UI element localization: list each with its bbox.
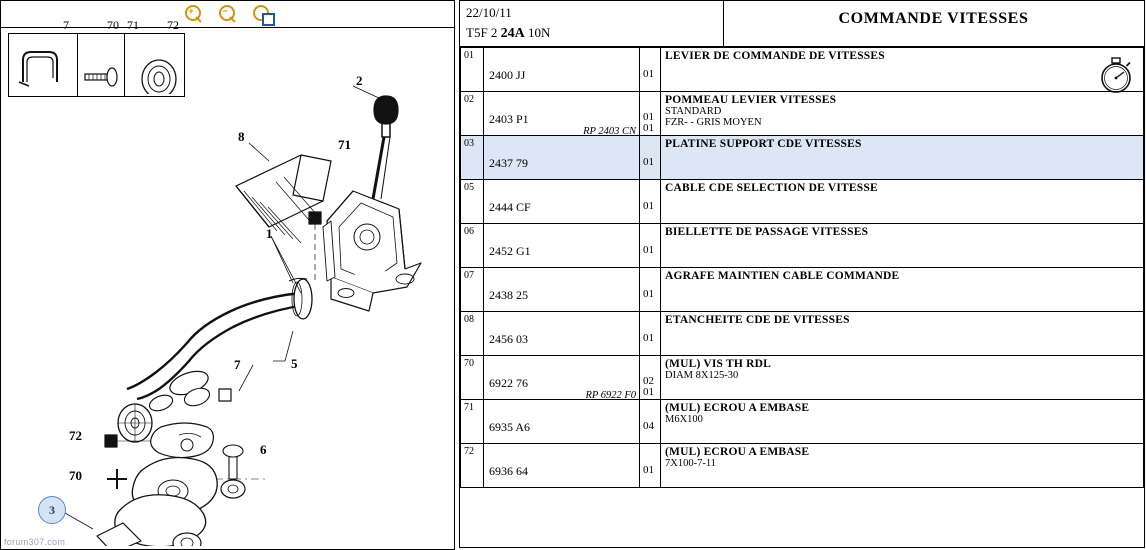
row-reference: 6935 A6 [489,420,531,434]
row-reference: 2456 03 [489,332,528,346]
row-title: (MUL) VIS TH RDL [665,358,771,370]
row-reference: 2444 CF [489,200,531,214]
legend-number-72: 72 [167,18,179,32]
row-title: AGRAFE MAINTIEN CABLE COMMANDE [665,270,900,282]
callout-5: 5 [291,356,298,371]
diagram-panel [0,0,455,550]
row-qty: 01 [643,156,654,168]
callout-2: 2 [356,73,363,88]
row-qty: 01 [643,288,654,300]
row-reference: 2437 79 [489,156,528,170]
zoom-out-icon[interactable]: − [218,4,238,24]
row-title: (MUL) ECROU A EMBASE [665,446,810,458]
row-index: 01 [464,50,474,61]
table-row[interactable] [461,356,1144,400]
callout-6: 6 [260,442,267,457]
row-title: PLATINE SUPPORT CDE VITESSES [665,138,862,150]
table-row[interactable] [461,400,1144,444]
row-sub1: DIAM 8X125-30 [665,370,739,381]
row-qty: 01 [643,68,654,80]
parts-header [460,1,1144,47]
header-date: 22/10/11 [466,5,512,20]
callout-7: 7 [234,357,241,372]
row-reference: 2452 G1 [489,244,531,258]
callout-3-selected[interactable]: 3 [38,496,66,524]
table-row[interactable] [461,312,1144,356]
row-qty-2: 01 [643,122,654,134]
page-title: COMMANDE VITESSES [838,10,1029,27]
callout-8: 8 [238,129,245,144]
table-row[interactable] [461,180,1144,224]
header-code: T5F 2 24A 10N [466,25,551,41]
table-row-selected[interactable] [461,136,1144,180]
callout-70: 70 [69,468,82,483]
row-index: 71 [464,402,474,413]
row-index: 06 [464,226,474,237]
row-title: POMMEAU LEVIER VITESSES [665,94,837,106]
row-index: 03 [464,138,474,149]
row-reference-alt: RP 6922 F0 [585,390,636,401]
row-qty: 04 [643,420,654,432]
row-reference: 6922 76 [489,376,528,390]
legend-number-7: 7 [63,18,69,32]
row-reference: 2438 25 [489,288,528,302]
row-title: CABLE CDE SELECTION DE VITESSE [665,182,878,194]
row-qty: 01 [643,200,654,212]
row-sub1: STANDARD [665,106,722,117]
row-title: BIELLETTE DE PASSAGE VITESSES [665,226,869,238]
row-reference: 2400 JJ [489,68,526,82]
row-title: LEVIER DE COMMANDE DE VITESSES [665,50,885,62]
row-qty: 01 [643,244,654,256]
row-title: (MUL) ECROU A EMBASE [665,402,810,414]
row-qty-2: 01 [643,386,654,398]
row-qty: 01 [643,332,654,344]
table-row[interactable] [461,444,1144,488]
row-index: 08 [464,314,474,325]
legend-number-71: 71 [127,18,139,32]
row-sub1: M6X100 [665,414,703,425]
table-row[interactable] [461,224,1144,268]
row-reference-alt: RP 2403 CN [583,126,636,137]
table-row[interactable] [461,268,1144,312]
row-index: 07 [464,270,474,281]
row-qty: 01 [643,464,654,476]
row-index: 05 [464,182,474,193]
callout-1: 1 [266,226,273,241]
row-sub1: 7X100-7-11 [665,458,716,469]
row-reference: 6936 64 [489,464,528,478]
zoom-in-icon[interactable]: + [184,4,204,24]
parts-list-panel [459,0,1145,548]
table-row[interactable] [461,92,1144,136]
row-reference: 2403 P1 [489,112,529,126]
row-title: ETANCHEITE CDE DE VITESSES [665,314,850,326]
row-sub2: FZR- - GRIS MOYEN [665,117,762,128]
zoom-area-icon[interactable] [252,4,272,24]
row-qty: 02 [643,375,654,387]
row-index: 02 [464,94,474,105]
callout-71: 71 [338,137,351,152]
row-index: 70 [464,358,474,369]
legend-number-70: 70 [107,18,119,32]
watermark: forum307.com [4,537,66,547]
parts-table [460,47,1144,488]
callout-72: 72 [69,428,82,443]
row-index: 72 [464,446,474,457]
table-row[interactable] [461,48,1144,92]
row-qty: 01 [643,111,654,123]
